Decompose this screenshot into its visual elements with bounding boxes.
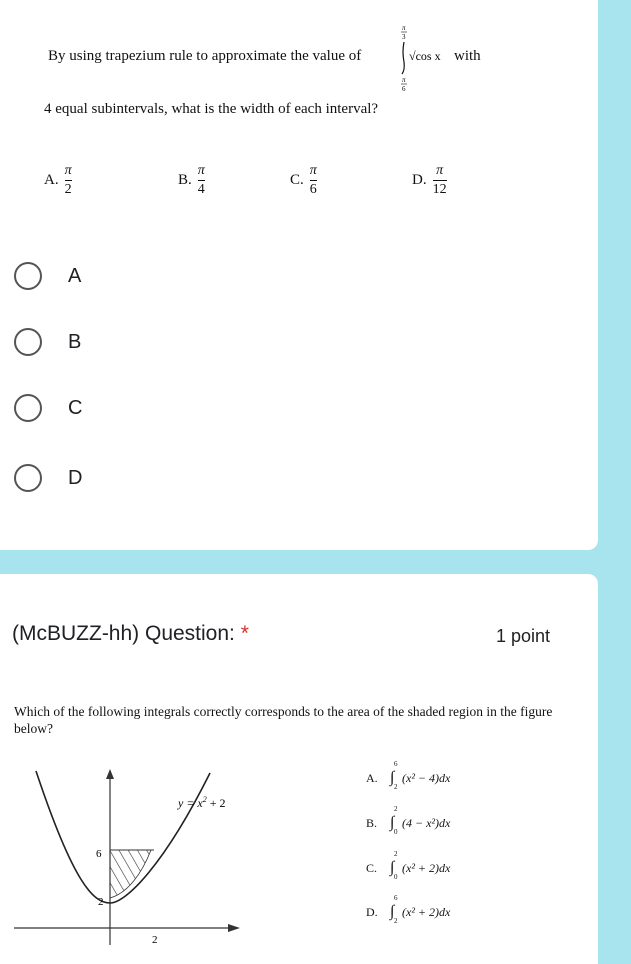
choice-d: D. $\frac{\pi}{12}$ <box>412 163 447 197</box>
integral-integrand: √cos x <box>409 49 441 63</box>
option-b[interactable]: B <box>14 322 81 362</box>
integral-upper-den: 3 <box>402 33 406 41</box>
integral-sign-icon <box>402 42 404 74</box>
x-tick-2: 2 <box>152 934 158 946</box>
radio-b[interactable] <box>14 328 42 356</box>
question-2-text: Which of the following integrals correctly corresponds to the area of the shaded region in the figure below? <box>14 704 553 736</box>
radio-c[interactable] <box>14 394 42 422</box>
x-axis-arrow-icon <box>228 924 240 932</box>
integral-expression <box>392 22 452 92</box>
integral-sign-icon: ∫ 6 2 <box>390 760 398 791</box>
answer-b: B. ∫ 2 0 (4 − x²)dx <box>366 805 451 836</box>
question-1-line-2: 4 equal subintervals, what is the width of each interval? <box>44 101 379 117</box>
y-tick-2: 2 <box>98 896 104 908</box>
choice-c: C. $\frac{\pi}{6}$ <box>290 163 317 197</box>
required-mark: * <box>240 622 249 645</box>
shaded-region <box>110 850 151 898</box>
option-c[interactable]: C <box>14 388 82 428</box>
choice-a: A. $\frac{\pi}{2}$ <box>44 163 72 197</box>
question-1-line-1: By using trapezium rule to approximate the value of <box>48 48 362 64</box>
radio-a[interactable] <box>14 262 42 290</box>
answer-a: A. ∫ 6 2 (x² − 4)dx <box>366 760 451 791</box>
answer-c: C. ∫ 2 0 (x² + 2)dx <box>366 850 451 881</box>
parabola-figure <box>14 765 254 950</box>
y-tick-6: 6 <box>96 848 102 860</box>
integral-lower-num: π <box>402 76 406 84</box>
option-a[interactable]: A <box>14 256 81 296</box>
integral-upper-num: π <box>402 24 406 32</box>
option-d[interactable]: D <box>14 458 82 498</box>
answer-d: D. ∫ 6 2 (x² + 2)dx <box>366 894 451 925</box>
radio-d[interactable] <box>14 464 42 492</box>
integral-sign-icon: ∫ 2 0 <box>390 850 398 881</box>
integral-sign-icon: ∫ 6 2 <box>390 894 398 925</box>
question-2-title: (McBUZZ-hh) Question: * <box>12 622 249 645</box>
integral-sign-icon: ∫ 2 0 <box>390 805 398 836</box>
integral-lower-den: 6 <box>402 85 406 92</box>
y-axis-arrow-icon <box>106 769 114 779</box>
question-2-points: 1 point <box>496 626 551 646</box>
choice-b: B. $\frac{\pi}{4}$ <box>178 163 205 197</box>
question-1-with: with <box>454 48 481 64</box>
curve-label: $y = x^2 + 2$ <box>178 795 226 810</box>
